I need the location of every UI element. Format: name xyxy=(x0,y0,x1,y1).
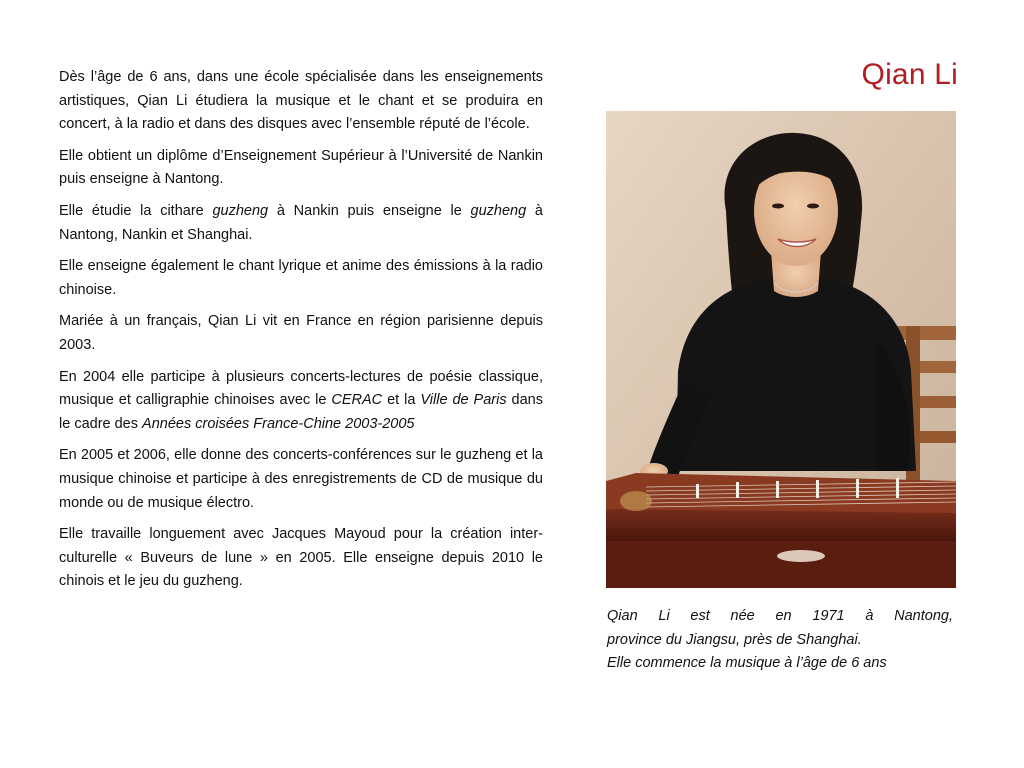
text-run: En 2004 elle participe à plusieurs concerts-lectures de poésie classique, musique et calligraphie chinoises avec le xyxy=(59,368,543,409)
italic-text: Années croisées France-Chine 2003-2005 xyxy=(142,415,415,432)
biography-paragraph xyxy=(59,66,543,137)
text-run: Elle enseigne également le chant lyrique et anime des émissions à la radio chinoise. xyxy=(59,258,543,298)
text-run: Dès l’âge de 6 ans, dans une école spécialisée dans les enseignements artistiques, Qian Li étudiera la musique et le chant et se produira en concert, à la radio et dans des disques avec l’ensemble réputé de l’école. xyxy=(59,69,543,133)
text-run: Elle travaille longuement avec Jacques Mayoud pour la création inter-culturelle « Buveurs de lune » en 2005. Elle enseigne depuis 2010 le chinois et le jeu du guzheng. xyxy=(59,526,543,590)
text-run: Elle étudie la cithare xyxy=(59,202,213,219)
text-run: dans le cadre des xyxy=(59,392,543,432)
italic-text: guzheng xyxy=(212,202,269,219)
biography-paragraph xyxy=(59,200,543,247)
caption-line-2: province du Jiangsu, près de Shanghai. xyxy=(607,631,862,648)
text-run: En 2005 et 2006, elle donne des concerts-conférences sur le guzheng et la musique chinoise et participe à des enregistrements de CD de musique du monde ou de musique électro. xyxy=(59,447,543,511)
biography-paragraph xyxy=(59,255,543,302)
biography-paragraph xyxy=(59,145,543,192)
biography-paragraph xyxy=(59,310,543,357)
photo-caption xyxy=(607,605,953,676)
italic-text: guzheng xyxy=(470,202,527,219)
portrait-photo xyxy=(606,111,956,588)
caption-line-1: Qian Li est née en 1971 à Nantong, xyxy=(607,608,953,624)
caption-line-3: Elle commence la musique à l’âge de 6 ans xyxy=(607,655,887,672)
text-run: à Nankin puis enseigne le xyxy=(268,202,471,219)
page-title: Qian Li xyxy=(861,58,958,91)
biography-paragraph xyxy=(59,523,543,594)
text-run: et la xyxy=(382,392,421,409)
text-run: Elle obtient un diplôme d’Enseignement Supérieur à l’Université de Nankin puis enseigne à Nantong. xyxy=(59,147,543,188)
text-run: Mariée à un français, Qian Li vit en France en région parisienne depuis 2003. xyxy=(59,313,543,353)
biography-paragraph xyxy=(59,366,543,437)
text-run: à Nantong, Nankin et Shanghai. xyxy=(59,202,543,243)
biography-paragraph xyxy=(59,444,543,515)
italic-text: CERAC xyxy=(331,392,383,409)
biography-text xyxy=(59,66,543,602)
italic-text: Ville de Paris xyxy=(420,392,507,409)
